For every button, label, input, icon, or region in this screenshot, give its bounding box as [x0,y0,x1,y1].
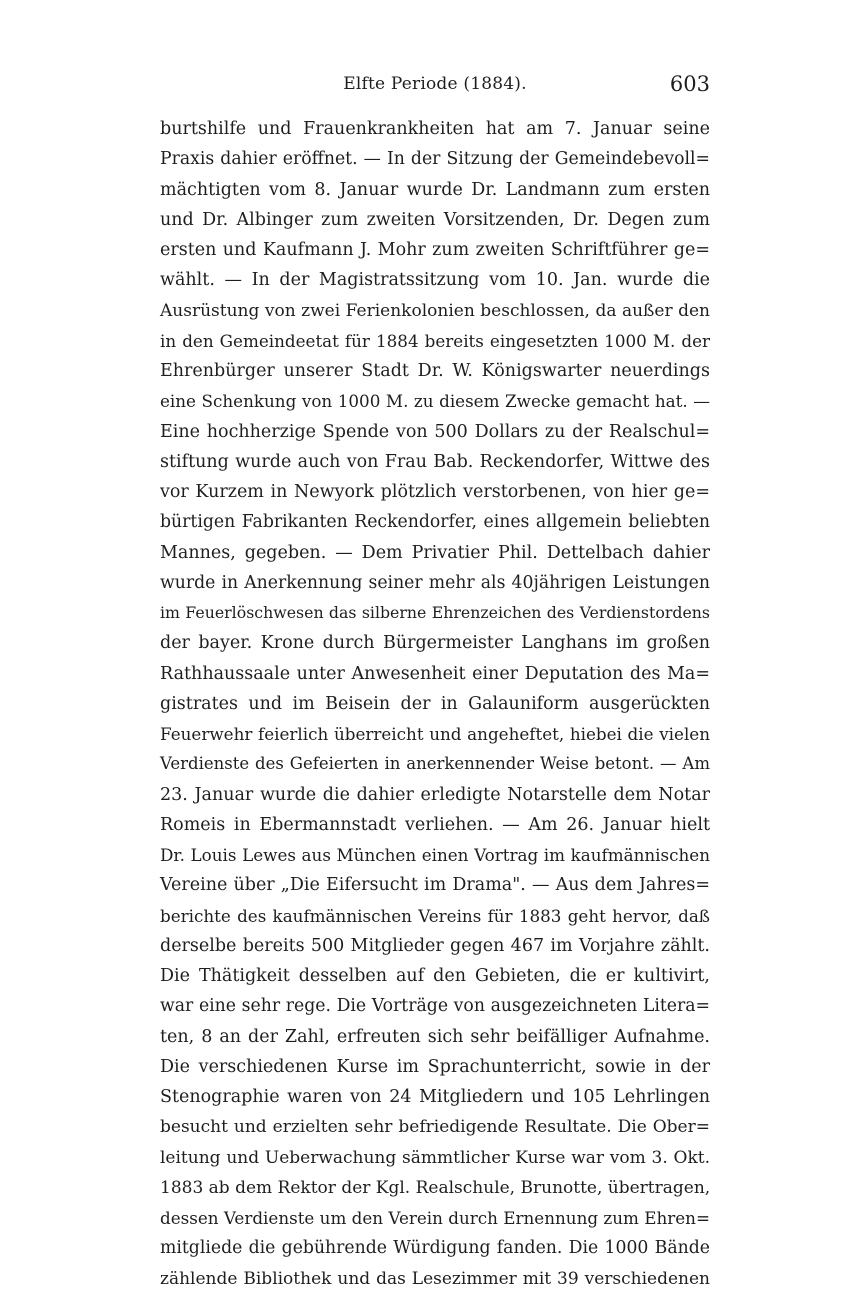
text-line: gistrates und im Beisein der in Galauniform ausgerückten [160,693,710,714]
body-text [160,114,710,1294]
text-line: dessen Verdienste um den Verein durch Ernennung zum Ehren= [160,1208,710,1228]
text-line: leitung und Ueberwachung sämmtlicher Kurse war vom 3. Okt. [160,1147,710,1168]
text-line: besucht und erzielten sehr befriedigende Resultate. Die Ober= [160,1117,710,1138]
text-line: Ausrüstung von zwei Ferienkolonien beschlossen, da außer den [160,300,710,321]
text-line: 23. Januar wurde die dahier erledigte Notarstelle dem Notar [160,784,710,805]
text-line: der bayer. Krone durch Bürgermeister Langhans im großen [160,633,710,654]
text-line: berichte des kaufmännischen Vereins für 1883 geht hervor, daß [160,905,710,926]
running-head-title: Elfte Periode (1884). [343,74,527,94]
text-line: wurde in Anerkennung seiner mehr als 40jährigen Leistungen [160,572,710,593]
text-line: 1883 ab dem Rektor der Kgl. Realschule, Brunotte, übertragen, [160,1177,711,1198]
text-line: Praxis dahier eröffnet. — In der Sitzung der Gemeindebevoll= [160,149,710,170]
text-line: vor Kurzem in Newyork plötzlich verstorbenen, von hier ge= [160,482,710,502]
text-line: bürtigen Fabrikanten Reckendorfer, eines allgemein beliebten [160,512,710,533]
text-line: mitgliede die gebührende Würdigung fanden. Die 1000 Bände [160,1238,710,1259]
text-line: Dr. Louis Lewes aus München einen Vortrag im kaufmännischen [160,845,710,865]
text-line: Rathhaussaale unter Anwesenheit einer Deputation des Ma= [160,663,710,684]
text-line: burtshilfe und Frauenkrankheiten hat am 7. Januar seine [160,119,710,139]
text-line: zählende Bibliothek und das Lesezimmer mit 39 verschiedenen [160,1268,710,1289]
text-line: Mannes, gegeben. — Dem Privatier Phil. Dettelbach dahier [160,542,710,563]
text-line: Romeis in Ebermannstadt verliehen. — Am 26. Januar hielt [160,814,710,835]
page-number: 603 [669,72,710,96]
text-line: Eine hochherzige Spende von 500 Dollars zu der Realschul= [160,421,710,442]
text-line: Verdienste des Gefeierten in anerkennender Weise betont. — Am [160,754,710,774]
running-head [160,70,710,102]
text-line: in den Gemeindeetat für 1884 bereits eingesetzten 1000 M. der [160,330,710,351]
text-line: Die Thätigkeit desselben auf den Gebieten, die er kultivirt, [160,966,710,986]
text-line: Vereine über „Die Eifersucht im Drama". — Aus dem Jahres= [160,875,710,896]
text-line: war eine sehr rege. Die Vorträge von ausgezeichneten Litera= [160,996,710,1017]
text-line: im Feuerlöschwesen das silberne Ehrenzeichen des Verdienstordens [160,603,710,622]
text-line: Die verschiedenen Kurse im Sprachunterricht, sowie in der [160,1056,710,1077]
text-line: ten, 8 an der Zahl, erfreuten sich sehr beifälliger Aufnahme. [160,1026,710,1047]
text-line: ersten und Kaufmann J. Mohr zum zweiten Schriftführer ge= [160,240,710,260]
text-line: Stenographie waren von 24 Mitgliedern und 105 Lehrlingen [160,1087,710,1107]
text-line: und Dr. Albinger zum zweiten Vorsitzenden, Dr. Degen zum [160,209,710,230]
text-line: wählt. — In der Magistratssitzung vom 10. Jan. wurde die [160,270,710,291]
text-line: mächtigten vom 8. Januar wurde Dr. Landmann zum ersten [160,179,710,200]
text-line: stiftung wurde auch von Frau Bab. Reckendorfer, Wittwe des [160,451,710,472]
text-line: derselbe bereits 500 Mitglieder gegen 467 im Vorjahre zählt. [160,935,710,956]
text-line: Feuerwehr feierlich überreicht und angeheftet, hiebei die vielen [160,724,710,744]
text-line: eine Schenkung von 1000 M. zu diesem Zwecke gemacht hat. — [160,391,710,412]
text-line: Ehrenbürger unserer Stadt Dr. W. Königswarter neuerdings [160,361,710,381]
